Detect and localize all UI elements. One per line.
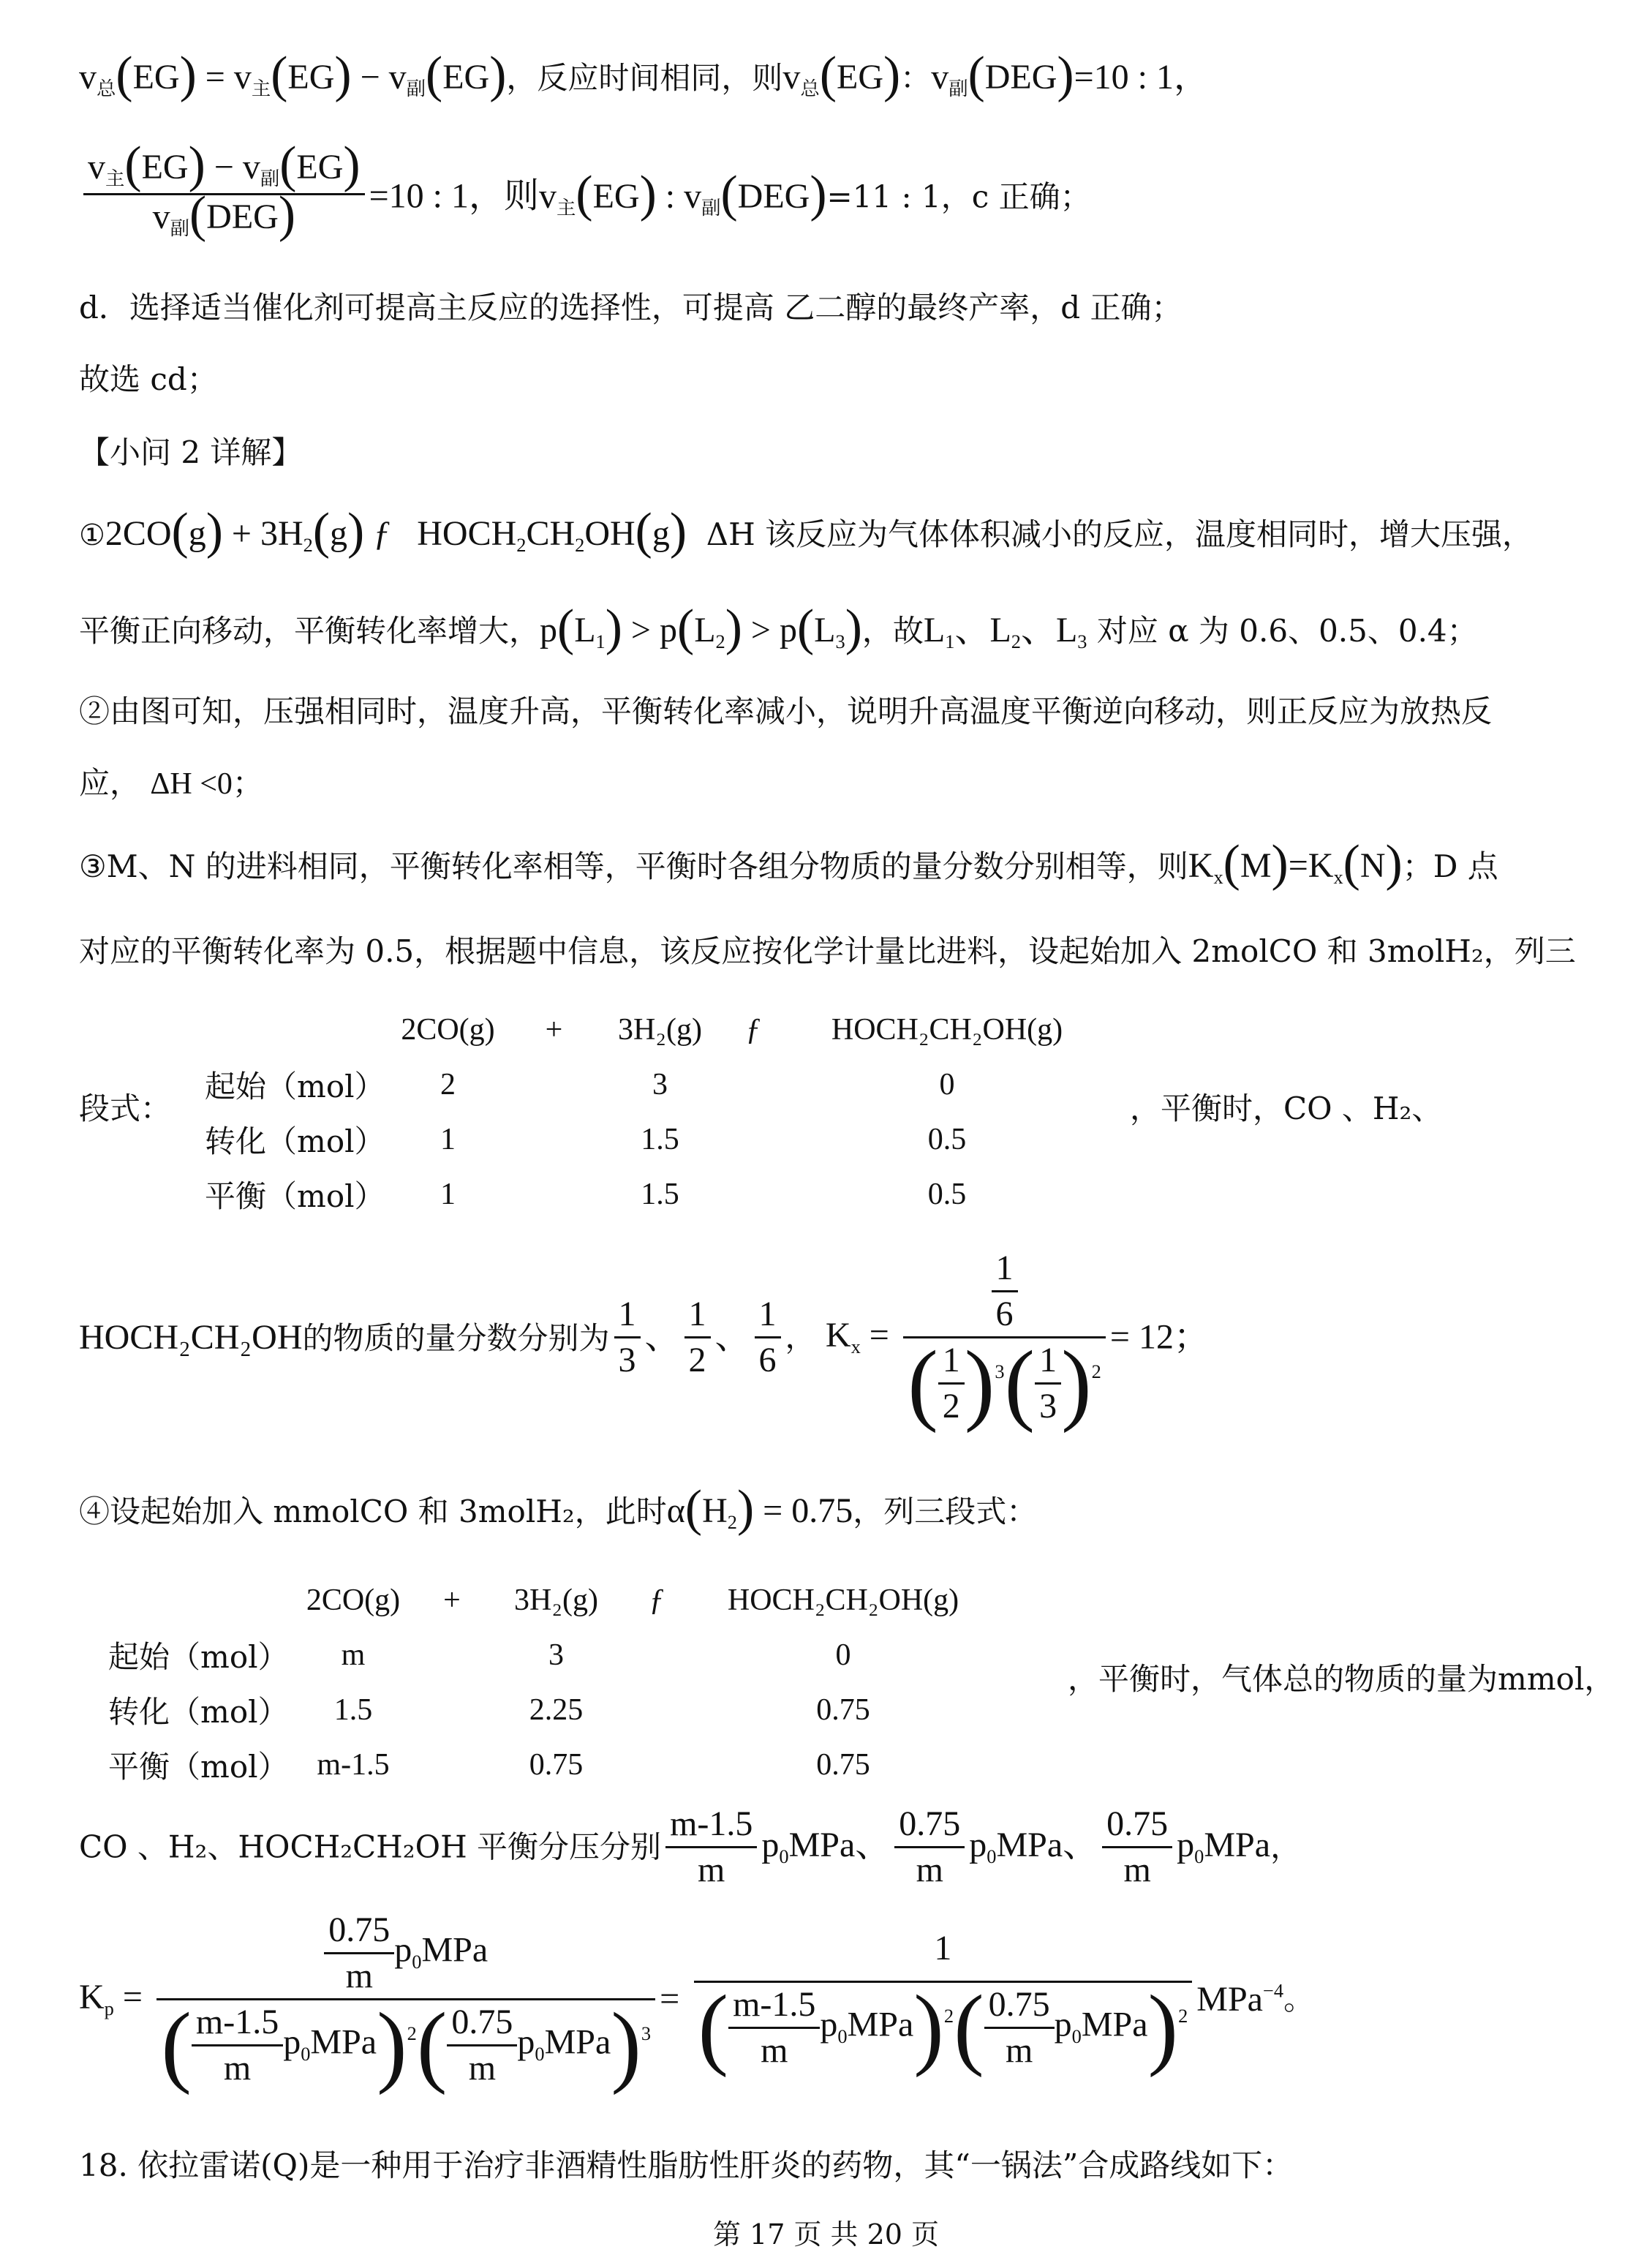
text-10b: ；D 点 bbox=[1402, 848, 1498, 884]
section-heading: 【小问 2 详解】 bbox=[79, 434, 303, 470]
header-h2: 3H₂(g) bbox=[618, 1012, 702, 1047]
text-1a: ，反应时间相同，则 bbox=[506, 60, 783, 96]
text-10a: ③M、N 的进料相同，平衡转化率相等，平衡时各组分物质的量分数分别相等，则 bbox=[79, 848, 1188, 884]
text-12b: ， bbox=[785, 1319, 816, 1355]
fraction-1-6: $\frac{1}{6}$ bbox=[755, 1297, 781, 1378]
eq-line-mole-fractions: HOCH₂CH₂OH的物质的量分数分别为 $\frac{1}{3}$ 、 $\frac{1}{2}$ 、 $\frac{1}{6}$ ， $K_x$ = $\frac{1}{6}$ ( $\frac{1}{2}$ )$^3$( $\frac{1}{3}$ )$^2$ = 12； bbox=[79, 1249, 1209, 1434]
eq-line-alpha: ④设起始加入 mmolCO 和 3molH₂，此时$\alpha(H_2) = 0.75$，列三段式： bbox=[79, 1480, 1038, 1537]
text-line-3: 对应的平衡转化率为 0.5，根据题中信息，该反应按化学计量比进料，设起始加入 2molCO 和 3molH₂，列三 bbox=[79, 933, 1576, 969]
fraction-1-3: $\frac{1}{3}$ bbox=[614, 1297, 641, 1378]
text-13b: ，列三段式： bbox=[853, 1494, 1038, 1529]
header-co: 2CO(g) bbox=[401, 1012, 495, 1047]
eq-line-partial-pressures: CO 、H₂、HOCH₂CH₂OH 平衡分压分别 $\frac{m-1.5}{m}$ $p_0MPa$、 $\frac{0.75}{m}$ $p_0MPa$、 $\frac{0.75}{m}$ $p_0MPa$， bbox=[79, 1804, 1302, 1889]
kp-fraction-1: $\frac{0.75}{m}$ $p_0MPa$ ( $\frac{m-1.5}{m}$ $p_0MPa)^2$( $\frac{0.75}{m}$ $p_0MPa)^3$ bbox=[156, 1913, 655, 2086]
text-line-2: ②由图可知，压强相同时，温度升高，平衡转化率减小，说明升高温度平衡逆向移动，则正反应为放热反 bbox=[79, 693, 1493, 729]
eq-line-reaction: ①2CO(g) + $3H_2(g)$ ƒ $HOCH_2CH_2OH(g)$ ΔH 该反应为气体体积减小的反应，温度相同时，增大压强， bbox=[79, 503, 1534, 560]
pp-product-fraction: $\frac{0.75}{m}$ bbox=[1102, 1807, 1172, 1888]
eq-line-v-total: $v_总(EG) = v_主(EG) - v_副(EG)$，反应时间相同，则$v_总(EG)$：$v_副(DEG)=10$ : 1， bbox=[79, 47, 1210, 104]
table-row: 转化（mol） 1 1.5 0.5 bbox=[205, 1122, 967, 1159]
pp-co-fraction: $\frac{m-1.5}{m}$ bbox=[665, 1807, 757, 1888]
ice2-right-text: ，平衡时，气体总的物质的量为mmol， bbox=[1068, 1661, 1615, 1697]
product-formula: HOCH₂CH₂OH bbox=[79, 1317, 303, 1357]
table-row: 起始（mol） 2 3 0 bbox=[205, 1067, 955, 1104]
question-18: 18. 依拉雷诺(Q)是一种用于治疗非酒精性脂肪性肝炎的药物，其“一锅法”合成路线如下： bbox=[79, 2147, 1294, 2183]
table-row: 转化（mol） 1.5 2.25 0.75 bbox=[108, 1692, 870, 1730]
eq-line-kp: $K_p$ = $\frac{0.75}{m}$ $p_0MPa$ ( $\frac{m-1.5}{m}$ $p_0MPa)^2$( $\frac{0.75}{m}$ $p_0MPa)^3$ = 1 ( $\frac{m-1.5}{m}$ $p_0MPa)^2$( $\frac{0.75}{m}$ $p_0MPa)^2$ MPa$^{-4}$。 bbox=[79, 1910, 1315, 2095]
text-9b: ΔH <0； bbox=[150, 767, 263, 801]
header-arrow: ƒ bbox=[745, 1012, 761, 1047]
ratio-fraction: $\frac{v_主(EG) - v_副(EG)}{v_副(DEG)}$ bbox=[83, 150, 365, 238]
text-7a: 平衡正向移动，平衡转化率增大， bbox=[79, 613, 540, 649]
fraction-1-2: $\frac{1}{2}$ bbox=[684, 1297, 711, 1378]
text-6a: ΔH 该反应为气体体积减小的反应，温度相同时，增大压强， bbox=[706, 516, 1534, 552]
pp-h2-fraction: $\frac{0.75}{m}$ bbox=[894, 1807, 965, 1888]
text-2a: =10 : 1，则 bbox=[369, 176, 539, 216]
table-header-row bbox=[205, 1002, 1101, 1057]
kp-fraction-2: 1 ( $\frac{m-1.5}{m}$ $p_0MPa)^2$( $\frac{0.75}{m}$ $p_0MPa)^2$ bbox=[694, 1931, 1193, 2068]
ice1-right-text: ，平衡时，CO 、H₂、 bbox=[1130, 1091, 1443, 1126]
header-plus: + bbox=[545, 1012, 563, 1047]
text-1c: =10 : 1， bbox=[1074, 58, 1210, 97]
eq-line-kx: ③M、N 的进料相同，平衡转化率相等，平衡时各组分物质的量分数分别相等，则$K_x(M)=K_x(N)$；D 点 bbox=[79, 835, 1498, 892]
text-14b: ， bbox=[1270, 1829, 1302, 1865]
ice-table-2 bbox=[108, 1573, 989, 1792]
text-9a: 应， bbox=[79, 765, 141, 801]
text-13a: ④设起始加入 mmolCO 和 3molH₂，此时 bbox=[79, 1494, 667, 1529]
circle-1: ① bbox=[79, 519, 105, 552]
text-7b: ，故 bbox=[861, 613, 924, 649]
text-7c: 对应 α 为 0.6、0.5、0.4； bbox=[1096, 613, 1478, 649]
page-footer: 第 17 页 共 20 页 bbox=[712, 2218, 940, 2251]
eq-line-pressure: 平衡正向移动，平衡转化率增大，$p(L_1) > p(L_2) > p(L_3)$，故$L_1$、$L_2$、$L_3$ 对应 α 为 0.6、0.5、0.4； bbox=[79, 600, 1478, 657]
eq-line-ratio: $\frac{v_主(EG) - v_副(EG)}{v_副(DEG)}$ =10 : 1，则$v_主(EG)$ : $v_副(DEG)=11$ : 1，c 正确； bbox=[79, 150, 1091, 238]
text-line-answer: 故选 cd； bbox=[79, 361, 218, 397]
text-2b: =11 : 1，c 正确； bbox=[826, 178, 1091, 215]
text-line-d: d．选择适当催化剂可提高主反应的选择性，可提高 乙二醇的最终产率，d 正确； bbox=[79, 290, 1183, 325]
text-15-end: 。 bbox=[1283, 1981, 1315, 2017]
table-row: 平衡（mol） 1 1.5 0.5 bbox=[205, 1177, 967, 1214]
table-header-row: 2CO(g) + 3H₂(g) ƒ HOCH₂CH₂OH(g) bbox=[306, 1583, 959, 1617]
text-line-dh bbox=[79, 765, 263, 801]
kx-value: = 12； bbox=[1109, 1317, 1209, 1357]
header-product: HOCH₂CH₂OH(g) bbox=[831, 1012, 1063, 1047]
kx-fraction: $\frac{1}{6}$ ( $\frac{1}{2}$ )$^3$( $\frac{1}{3}$ )$^2$ bbox=[903, 1251, 1106, 1424]
ice1-left-label: 段式： bbox=[79, 1091, 172, 1126]
text-1b: ： bbox=[900, 60, 932, 96]
ice-table-1 bbox=[205, 1002, 1101, 1221]
table-row: 平衡（mol） m-1.5 0.75 0.75 bbox=[108, 1747, 870, 1785]
table-row: 起始（mol） m 3 0 bbox=[108, 1638, 851, 1675]
text-14a: CO 、H₂、HOCH₂CH₂OH 平衡分压分别 bbox=[79, 1829, 662, 1865]
text-12a: 的物质的量分数分别为 bbox=[302, 1319, 610, 1356]
